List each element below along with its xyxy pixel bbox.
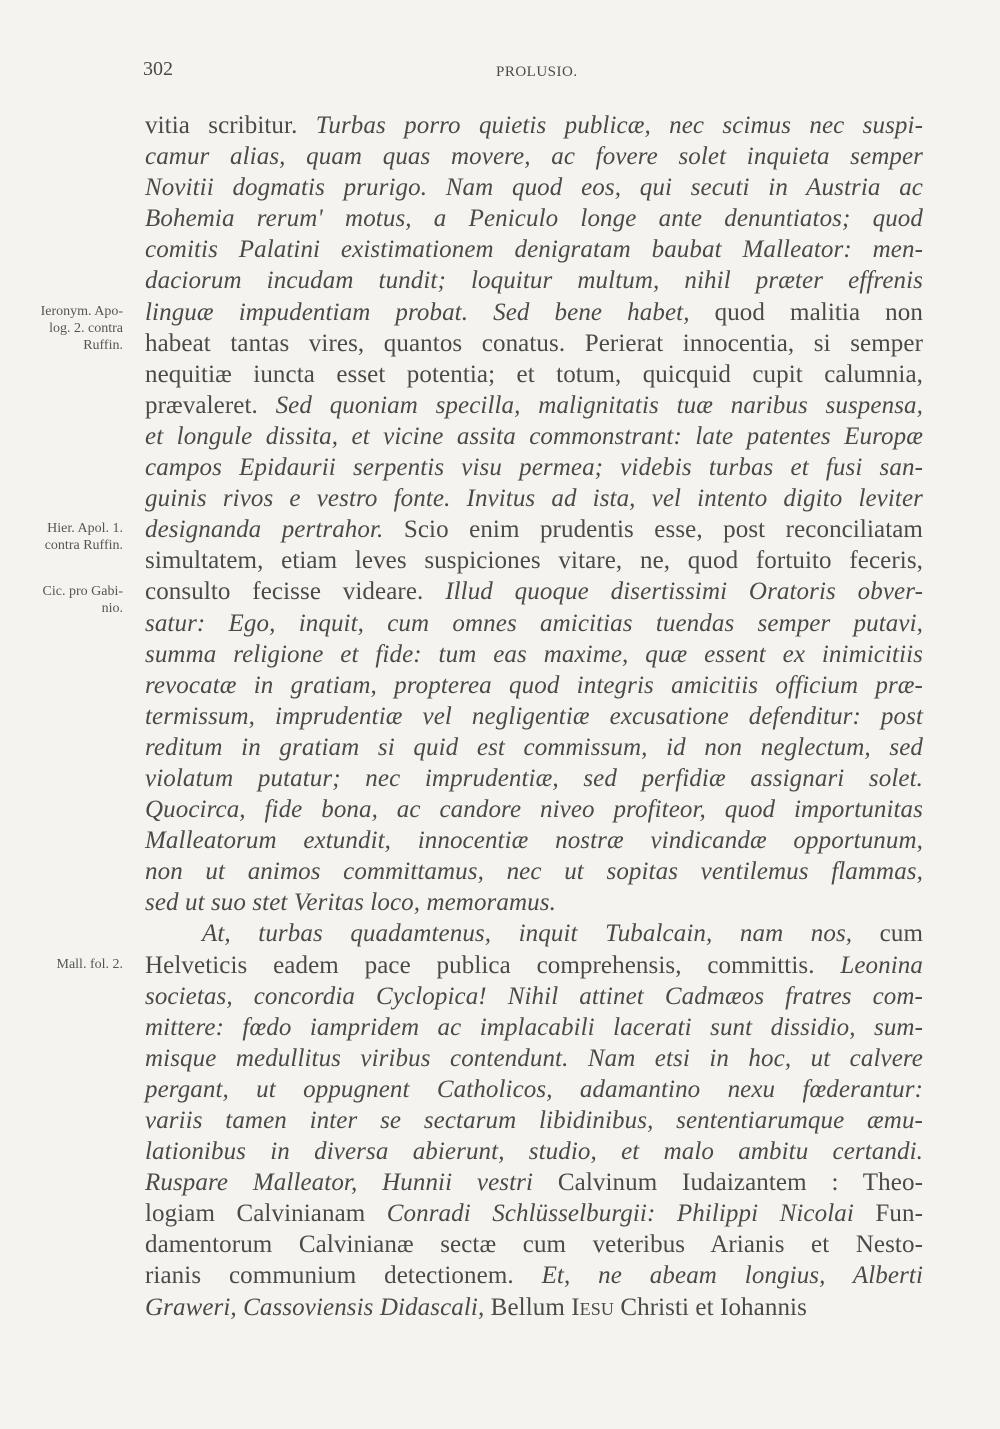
text-line xyxy=(145,825,923,856)
margin-note-row: Cic. pro Gabi- xyxy=(42,583,123,599)
text-line xyxy=(145,1074,923,1105)
text-run: consulto fecisse videare. xyxy=(145,578,446,606)
text-line xyxy=(145,110,923,141)
text-line xyxy=(145,701,923,732)
text-run: Novitii dogmatis prurigo. Nam quod eos, qui secuti in Austria ac xyxy=(145,174,923,202)
text-run: Graweri, Cassoviensis Didascali, xyxy=(145,1293,491,1321)
text-line xyxy=(145,1012,923,1043)
text-run: rianis communium detectionem. xyxy=(145,1262,542,1290)
text-run: Fun- xyxy=(875,1200,923,1228)
text-run: lationibus in diversa abierunt, studio, et malo ambitu certandi. xyxy=(145,1138,923,1166)
text-run: pergant, ut oppugnent Catholicos, adamantino nexu fœderantur: xyxy=(145,1075,923,1103)
text-run: At, turbas quadamtenus, inquit Tubalcain, nam nos, xyxy=(202,920,880,948)
text-run: Scio enim prudentis esse, post reconciliatam xyxy=(403,516,923,544)
text-run: summa religione et fide: tum eas maxime, quæ essent ex inimicitiis xyxy=(145,640,923,668)
text-line xyxy=(145,421,923,452)
text-run: prævaleret. xyxy=(145,391,276,419)
text-run: Et, ne abeam longius, Alberti xyxy=(541,1262,923,1290)
margin-note-row: Ruffin. xyxy=(83,337,123,353)
margin-note xyxy=(43,583,123,617)
text-run: Bellum xyxy=(490,1293,572,1321)
text-run: Conradi Schlüsselburgii: Philippi Nicolai xyxy=(386,1200,876,1228)
text-run: Turbas porro quietis publicæ, nec scimus nec suspi- xyxy=(315,112,923,139)
margin-note xyxy=(41,303,123,354)
running-head: PROLUSIO. xyxy=(496,64,578,80)
text-line xyxy=(145,918,923,949)
text-run: logiam Calvinianam xyxy=(145,1200,387,1228)
text-run: Iesu xyxy=(571,1293,614,1321)
text-run: quod malitia non xyxy=(714,298,923,326)
text-run: nequitiæ iuncta esset potentia; et totum, quicquid cupit calumnia, xyxy=(145,360,923,388)
text-line xyxy=(145,887,923,918)
text-run: Helveticis eadem pace publica comprehensis, committis. xyxy=(145,951,841,979)
text-line xyxy=(145,639,923,670)
text-run: damentorum Calvinianæ sectæ cum veteribus Arianis et Nesto- xyxy=(145,1231,923,1259)
text-run: satur: Ego, inquit, cum omnes amicitias tuendas semper putavi, xyxy=(145,609,923,637)
text-line xyxy=(145,1136,923,1167)
text-line xyxy=(145,856,923,887)
text-line xyxy=(145,670,923,701)
text-line xyxy=(145,297,923,328)
text-run: guinis rivos e vestro fonte. Invitus ad ista, vel intento digito leviter xyxy=(145,485,923,513)
text-line xyxy=(145,1167,923,1198)
text-line xyxy=(145,1105,923,1136)
text-line xyxy=(145,1260,923,1291)
margin-note-row: Mall. fol. 2. xyxy=(56,956,123,972)
text-line xyxy=(145,1198,923,1229)
text-line xyxy=(145,981,923,1012)
text-line xyxy=(145,1043,923,1074)
text-line xyxy=(145,763,923,794)
text-run: Quocirca, fide bona, ac candore niveo profiteor, quod importunitas xyxy=(145,796,923,824)
text-line xyxy=(145,483,923,514)
text-run: vitia scribitur. xyxy=(145,112,316,139)
text-run: reditum in gratiam si quid est commissum, id non neglectum, sed xyxy=(145,733,923,761)
text-run: designanda pertrahor. xyxy=(145,516,404,544)
margin-note xyxy=(45,520,123,554)
text-line xyxy=(145,390,923,421)
text-line xyxy=(145,141,923,172)
text-run: Sed quoniam specilla, malignitatis tuæ naribus suspensa, xyxy=(275,391,923,419)
text-run: linguæ impudentiam probat. Sed bene habet, xyxy=(145,298,715,326)
text-run: habeat tantas vires, quantos conatus. Perierat innocentia, si semper xyxy=(145,329,923,357)
text-run: Calvinum Iudaizantem : Theo- xyxy=(557,1169,923,1197)
text-line xyxy=(145,452,923,483)
text-line xyxy=(145,514,923,545)
text-run: Bohemia rerum' motus, a Peniculo longe ante denuntiatos; quod xyxy=(145,205,923,233)
text-run: camur alias, quam quas movere, ac fovere solet inquieta semper xyxy=(145,143,923,171)
text-line xyxy=(145,950,923,981)
margin-note xyxy=(57,956,124,973)
text-run: violatum putatur; nec imprudentiæ, sed perfidiæ assignari solet. xyxy=(145,764,923,792)
margin-note-row: Ieronym. Apo- xyxy=(40,303,123,319)
text-run: cum xyxy=(879,920,923,948)
text-line xyxy=(145,203,923,234)
text-run: daciorum incudam tundit; loquitur multum, nihil præter effrenis xyxy=(145,267,923,295)
text-line xyxy=(145,172,923,203)
text-run: Ruspare Malleator, Hunnii vestri xyxy=(145,1169,558,1197)
text-run: mittere: fœdo iampridem ac implacabili lacerati sunt dissidio, sum- xyxy=(145,1013,923,1041)
text-run: sed ut suo stet Veritas loco, memoramus. xyxy=(145,889,556,917)
text-run: Christi et Iohannis xyxy=(613,1293,807,1321)
text-run: societas, concordia Cyclopica! Nihil attinet Cadmæos fratres com- xyxy=(145,982,923,1010)
text-line xyxy=(145,794,923,825)
text-run: non ut animos committamus, nec ut sopitas ventilemus flammas, xyxy=(145,858,923,886)
text-line xyxy=(145,265,923,296)
text-run: revocatæ in gratiam, propterea quod integris amicitiis officium præ- xyxy=(145,671,923,699)
text-run: simultatem, etiam leves suspiciones vitare, ne, quod fortuito feceris, xyxy=(145,547,923,575)
text-line xyxy=(145,1229,923,1260)
text-line xyxy=(145,608,923,639)
margin-note-row: log. 2. contra xyxy=(49,320,123,336)
text-run: termissum, imprudentiæ vel negligentiæ excusatione defenditur: post xyxy=(145,702,923,730)
text-run: misque medullitus viribus contendunt. Nam etsi in hoc, ut calvere xyxy=(145,1044,923,1072)
text-line xyxy=(145,545,923,576)
text-line xyxy=(145,732,923,763)
text-run: variis tamen inter se sectarum libidinibus, sententiarumque æmu- xyxy=(145,1107,923,1134)
body-text xyxy=(145,110,923,1323)
text-run: comitis Palatini existimationem denigratam baubat Malleator: men- xyxy=(145,236,923,264)
text-line xyxy=(145,328,923,359)
text-run: Illud quoque disertissimi Oratoris obver- xyxy=(445,578,923,606)
text-run: Leonina xyxy=(840,951,923,979)
margin-note-row: nio. xyxy=(101,600,123,616)
text-line xyxy=(145,1292,923,1323)
text-run: Malleatorum extundit, innocentiæ nostræ vindicandæ opportunum, xyxy=(145,827,923,855)
text-line xyxy=(145,359,923,390)
text-line xyxy=(145,234,923,265)
margin-note-row: Hier. Apol. 1. xyxy=(47,521,123,537)
text-line xyxy=(145,576,923,607)
page-number: 302 xyxy=(143,58,173,80)
text-run: et longule dissita, et vicine assita commonstrant: late patentes Europæ xyxy=(145,422,923,450)
text-run: campos Epidaurii serpentis visu permea; videbis turbas et fusi san- xyxy=(145,454,923,482)
margin-note-row: contra Ruffin. xyxy=(44,538,123,554)
